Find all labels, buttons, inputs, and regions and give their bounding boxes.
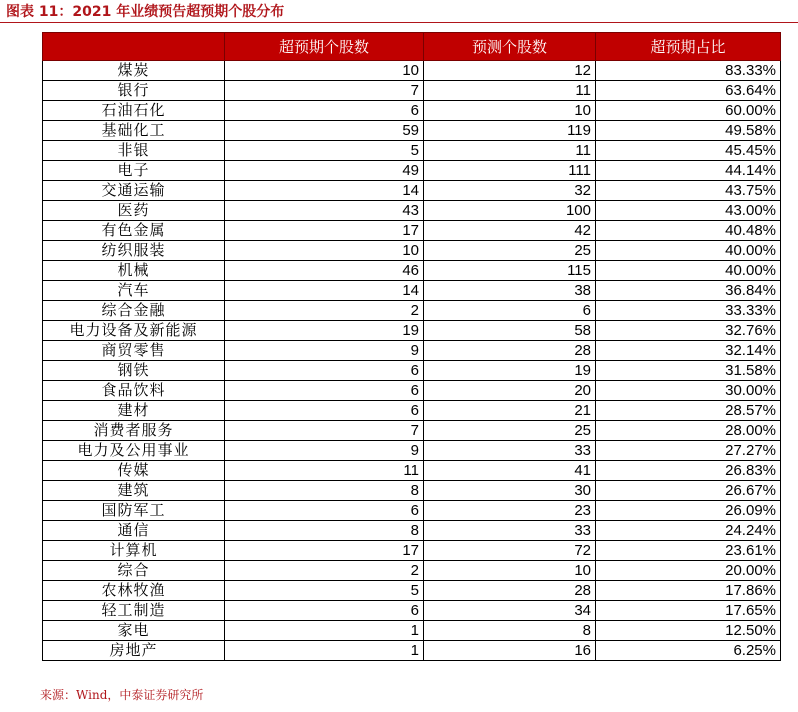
table-row [43, 561, 781, 581]
beat-ratio-cell: 27.27% [596, 441, 781, 461]
beat-ratio-cell: 36.84% [596, 281, 781, 301]
table-row [43, 321, 781, 341]
industry-cell: 非银 [43, 141, 225, 161]
industry-cell: 医药 [43, 201, 225, 221]
beat-count-cell: 2 [225, 561, 424, 581]
beat-count-cell: 9 [225, 441, 424, 461]
table-row [43, 621, 781, 641]
table-row [43, 121, 781, 141]
industry-cell: 综合金融 [43, 301, 225, 321]
table-row [43, 141, 781, 161]
table-row [43, 201, 781, 221]
industry-cell: 煤炭 [43, 61, 225, 81]
forecast-count-cell: 41 [424, 461, 596, 481]
beat-count-cell: 7 [225, 421, 424, 441]
industry-cell: 商贸零售 [43, 341, 225, 361]
beat-count-cell: 6 [225, 101, 424, 121]
beat-ratio-cell: 40.48% [596, 221, 781, 241]
beat-ratio-cell: 17.86% [596, 581, 781, 601]
industry-cell: 汽车 [43, 281, 225, 301]
table-row [43, 541, 781, 561]
table-row [43, 581, 781, 601]
industry-cell: 机械 [43, 261, 225, 281]
beat-count-cell: 5 [225, 581, 424, 601]
forecast-count-cell: 100 [424, 201, 596, 221]
forecast-count-cell: 58 [424, 321, 596, 341]
forecast-count-cell: 33 [424, 521, 596, 541]
table-row [43, 81, 781, 101]
forecast-count-cell: 111 [424, 161, 596, 181]
forecast-count-cell: 42 [424, 221, 596, 241]
table-row [43, 301, 781, 321]
forecast-count-cell: 38 [424, 281, 596, 301]
beat-ratio-cell: 60.00% [596, 101, 781, 121]
table-row [43, 361, 781, 381]
source-note: 来源：Wind，中泰证券研究所 [40, 688, 204, 702]
industry-cell: 食品饮料 [43, 381, 225, 401]
beat-count-cell: 10 [225, 61, 424, 81]
table-row [43, 161, 781, 181]
industry-cell: 国防军工 [43, 501, 225, 521]
table-body [43, 61, 781, 661]
beat-count-cell: 5 [225, 141, 424, 161]
industry-cell: 综合 [43, 561, 225, 581]
industry-cell: 建筑 [43, 481, 225, 501]
forecast-count-cell: 19 [424, 361, 596, 381]
industry-cell: 电力及公用事业 [43, 441, 225, 461]
table-row [43, 461, 781, 481]
forecast-count-cell: 25 [424, 241, 596, 261]
header-industry [43, 33, 225, 61]
beat-count-cell: 43 [225, 201, 424, 221]
industry-cell: 钢铁 [43, 361, 225, 381]
beat-ratio-cell: 30.00% [596, 381, 781, 401]
table-row [43, 601, 781, 621]
industry-cell: 电子 [43, 161, 225, 181]
beat-count-cell: 46 [225, 261, 424, 281]
beat-ratio-cell: 43.75% [596, 181, 781, 201]
beat-ratio-cell: 26.09% [596, 501, 781, 521]
forecast-count-cell: 115 [424, 261, 596, 281]
forecast-count-cell: 33 [424, 441, 596, 461]
industry-cell: 消费者服务 [43, 421, 225, 441]
table-row [43, 261, 781, 281]
table-row [43, 281, 781, 301]
forecast-count-cell: 28 [424, 341, 596, 361]
forecast-count-cell: 20 [424, 381, 596, 401]
forecast-count-cell: 10 [424, 561, 596, 581]
beat-count-cell: 7 [225, 81, 424, 101]
table-row [43, 101, 781, 121]
beat-ratio-cell: 40.00% [596, 241, 781, 261]
header-beat-count: 超预期个股数 [225, 33, 424, 61]
beat-count-cell: 8 [225, 481, 424, 501]
beat-count-cell: 14 [225, 281, 424, 301]
beat-count-cell: 1 [225, 621, 424, 641]
beat-ratio-cell: 20.00% [596, 561, 781, 581]
forecast-count-cell: 23 [424, 501, 596, 521]
beat-count-cell: 6 [225, 381, 424, 401]
beat-count-cell: 8 [225, 521, 424, 541]
beat-ratio-cell: 12.50% [596, 621, 781, 641]
table-row [43, 481, 781, 501]
beat-ratio-cell: 44.14% [596, 161, 781, 181]
table-row [43, 61, 781, 81]
forecast-count-cell: 30 [424, 481, 596, 501]
table-row [43, 181, 781, 201]
industry-cell: 电力设备及新能源 [43, 321, 225, 341]
table-row [43, 501, 781, 521]
figure-title: 图表 11：2021 年业绩预告超预期个股分布 [6, 4, 285, 20]
table-row [43, 441, 781, 461]
table-row [43, 641, 781, 661]
forecast-count-cell: 11 [424, 141, 596, 161]
beat-ratio-cell: 17.65% [596, 601, 781, 621]
beat-count-cell: 49 [225, 161, 424, 181]
table-row [43, 381, 781, 401]
industry-cell: 石油石化 [43, 101, 225, 121]
beat-count-cell: 6 [225, 401, 424, 421]
forecast-count-cell: 119 [424, 121, 596, 141]
beat-count-cell: 17 [225, 221, 424, 241]
title-divider [0, 22, 798, 23]
forecast-count-cell: 28 [424, 581, 596, 601]
forecast-count-cell: 10 [424, 101, 596, 121]
beat-count-cell: 10 [225, 241, 424, 261]
table-row [43, 221, 781, 241]
table-row [43, 241, 781, 261]
forecast-count-cell: 25 [424, 421, 596, 441]
beat-ratio-cell: 45.45% [596, 141, 781, 161]
forecast-count-cell: 8 [424, 621, 596, 641]
industry-cell: 房地产 [43, 641, 225, 661]
industry-cell: 基础化工 [43, 121, 225, 141]
industry-cell: 银行 [43, 81, 225, 101]
forecast-count-cell: 6 [424, 301, 596, 321]
beat-ratio-cell: 28.00% [596, 421, 781, 441]
industry-cell: 农林牧渔 [43, 581, 225, 601]
beat-count-cell: 9 [225, 341, 424, 361]
beat-count-cell: 6 [225, 501, 424, 521]
beat-count-cell: 6 [225, 601, 424, 621]
header-forecast-count: 预测个股数 [424, 33, 596, 61]
forecast-count-cell: 72 [424, 541, 596, 561]
industry-cell: 纺织服装 [43, 241, 225, 261]
beat-count-cell: 17 [225, 541, 424, 561]
beat-ratio-cell: 24.24% [596, 521, 781, 541]
beat-ratio-cell: 28.57% [596, 401, 781, 421]
forecast-count-cell: 11 [424, 81, 596, 101]
forecast-count-cell: 12 [424, 61, 596, 81]
forecast-count-cell: 34 [424, 601, 596, 621]
beat-ratio-cell: 26.83% [596, 461, 781, 481]
table-header-row [43, 33, 781, 61]
beat-ratio-cell: 49.58% [596, 121, 781, 141]
beat-ratio-cell: 31.58% [596, 361, 781, 381]
beat-count-cell: 19 [225, 321, 424, 341]
beat-ratio-cell: 26.67% [596, 481, 781, 501]
beat-ratio-cell: 33.33% [596, 301, 781, 321]
beat-ratio-cell: 32.14% [596, 341, 781, 361]
beat-ratio-cell: 83.33% [596, 61, 781, 81]
industry-cell: 有色金属 [43, 221, 225, 241]
beat-count-cell: 14 [225, 181, 424, 201]
table-row [43, 521, 781, 541]
data-table [42, 32, 781, 661]
beat-ratio-cell: 43.00% [596, 201, 781, 221]
beat-count-cell: 1 [225, 641, 424, 661]
table-row [43, 421, 781, 441]
industry-cell: 交通运输 [43, 181, 225, 201]
forecast-count-cell: 32 [424, 181, 596, 201]
beat-count-cell: 6 [225, 361, 424, 381]
beat-ratio-cell: 32.76% [596, 321, 781, 341]
forecast-count-cell: 21 [424, 401, 596, 421]
beat-ratio-cell: 6.25% [596, 641, 781, 661]
forecast-count-cell: 16 [424, 641, 596, 661]
table-row [43, 341, 781, 361]
beat-ratio-cell: 40.00% [596, 261, 781, 281]
beat-count-cell: 11 [225, 461, 424, 481]
beat-count-cell: 2 [225, 301, 424, 321]
beat-count-cell: 59 [225, 121, 424, 141]
beat-ratio-cell: 23.61% [596, 541, 781, 561]
industry-cell: 家电 [43, 621, 225, 641]
industry-cell: 建材 [43, 401, 225, 421]
beat-ratio-cell: 63.64% [596, 81, 781, 101]
industry-cell: 计算机 [43, 541, 225, 561]
industry-cell: 通信 [43, 521, 225, 541]
table-row [43, 401, 781, 421]
industry-cell: 轻工制造 [43, 601, 225, 621]
industry-cell: 传媒 [43, 461, 225, 481]
header-beat-ratio: 超预期占比 [596, 33, 781, 61]
